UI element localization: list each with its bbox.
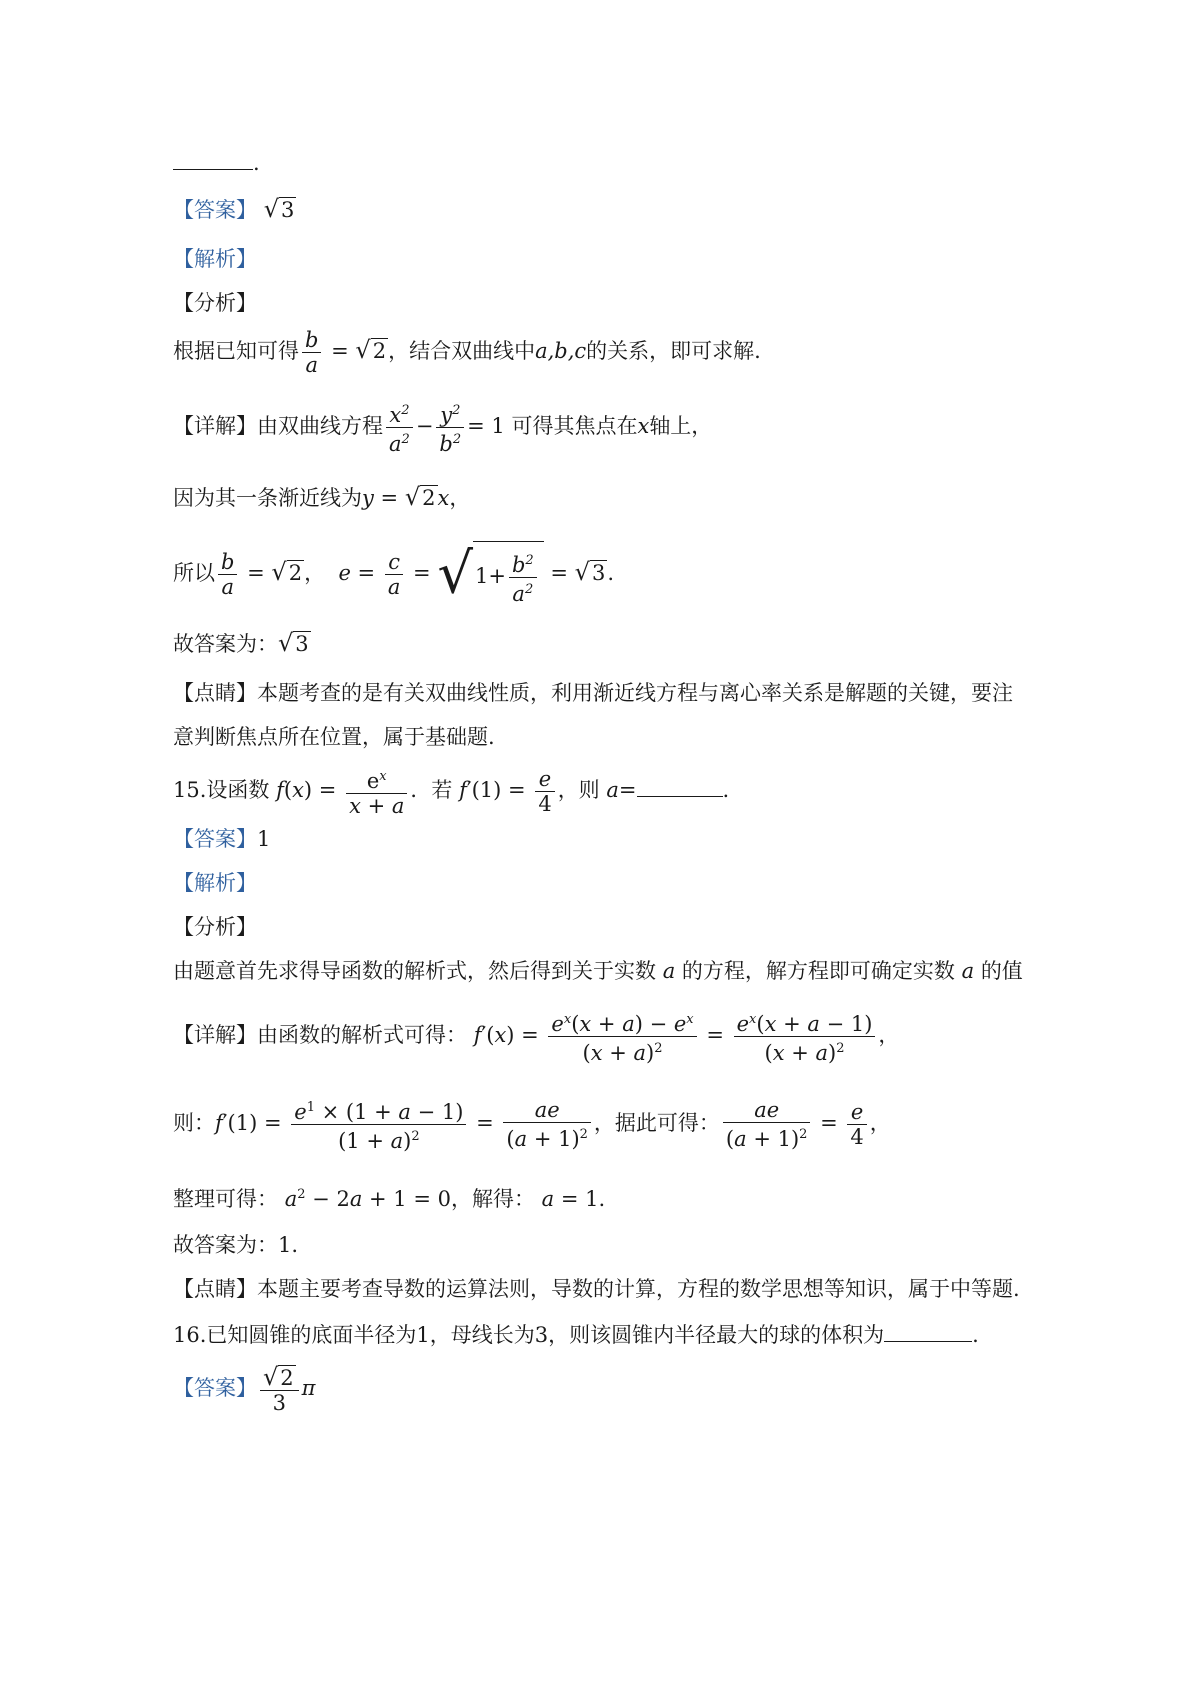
answer-tag: 【答案】	[173, 198, 257, 222]
q14-comment-2: 意判断焦点所在位置，属于基础题.	[173, 725, 495, 749]
fraction-x2-a2: $\frac{x^2}{a^2}$	[386, 399, 413, 456]
q14-detail: 【详解】由双曲线方程 $\frac{x^2}{a^2}$ − $\frac{y^2}{b^2}$ = 1 可得其焦点在x轴上，	[173, 396, 1050, 456]
q14-final: 故答案为：√3	[173, 629, 309, 657]
q15-answer: 【答案】1	[173, 827, 271, 851]
q16-answer: 【答案】 $\frac{√2}{3}$ π	[173, 1362, 316, 1415]
q15-final: 故答案为：1.	[173, 1233, 299, 1257]
fraction-ex-over-x-plus-a: $\frac{e^x}{x + a}$	[346, 765, 407, 818]
q14-analysis-tag: 【解析】	[173, 247, 257, 271]
q15-comment: 【点睛】本题主要考查导数的运算法则，导数的计算，方程的数学思想等知识，属于中等题.	[173, 1277, 1020, 1301]
q16-stem: 16.已知圆锥的底面半径为1，母线长为3，则该圆锥内半径最大的球的体积为 .	[173, 1323, 979, 1347]
q15-simplify: 整理可得： $a^2 - 2a + 1 = 0$，解得： a = 1.	[173, 1187, 606, 1211]
q15-analysis-tag: 【解析】	[173, 871, 257, 895]
q15-derivative: 【详解】由函数的解析式可得： f′(x) = $\frac{e^x(x + a) - e^x}{(x + a)^2}$ = $\frac{e^x(x + a - 1)}{(x + a)^2}$ ，	[173, 1000, 1050, 1070]
q15-evaluate: 则：f′(1) = $\frac{e^1 \times (1 + a - 1)}{(1 + a)^2}$ = $\frac{ae}{(a + 1)^2}$ ，据此可得： $\frac{ae}{(a + 1)^2}$ = $\frac{e}{4}$ ，	[173, 1098, 891, 1153]
q14-comment-1: 【点睛】本题考查的是有关双曲线性质，利用渐近线方程与离心率关系是解题的关键，要注	[173, 681, 1013, 705]
q14-analysis-text: 根据已知可得 $\frac{b}{a}$ = √2，结合双曲线中a,b,c的关系，即可求解.	[173, 328, 761, 377]
q14-breakdown-tag: 【分析】	[173, 291, 257, 315]
fraction-b-over-a: $\frac{b}{a}$	[302, 328, 321, 377]
answer-blank	[173, 149, 253, 170]
answer-sqrt3: √3	[263, 195, 295, 223]
q14-asymptote: 因为其一条渐近线为y = √2x，	[173, 483, 471, 511]
q15-stem: 15.设函数 f(x) = $\frac{e^x}{x + a}$ ．若 f′(1) = $\frac{e}{4}$ ，则 a= .	[173, 767, 730, 818]
fraction-y2-b2: $\frac{y^2}{b^2}$	[436, 399, 464, 456]
q15-breakdown-tag: 【分析】	[173, 915, 257, 939]
q14-eccentricity: 所以 $\frac{b}{a}$ = √2， e = $\frac{c}{a}$ = √1+ $\frac{b^2}{a^2}$ = √3.	[173, 541, 615, 607]
q14-answer	[173, 194, 1050, 225]
q14-blank-line: .	[173, 148, 1050, 178]
q15-breakdown-text: 由题意首先求得导函数的解析式，然后得到关于实数 a 的方程，解方程即可确定实数 a 的值	[173, 959, 1023, 983]
